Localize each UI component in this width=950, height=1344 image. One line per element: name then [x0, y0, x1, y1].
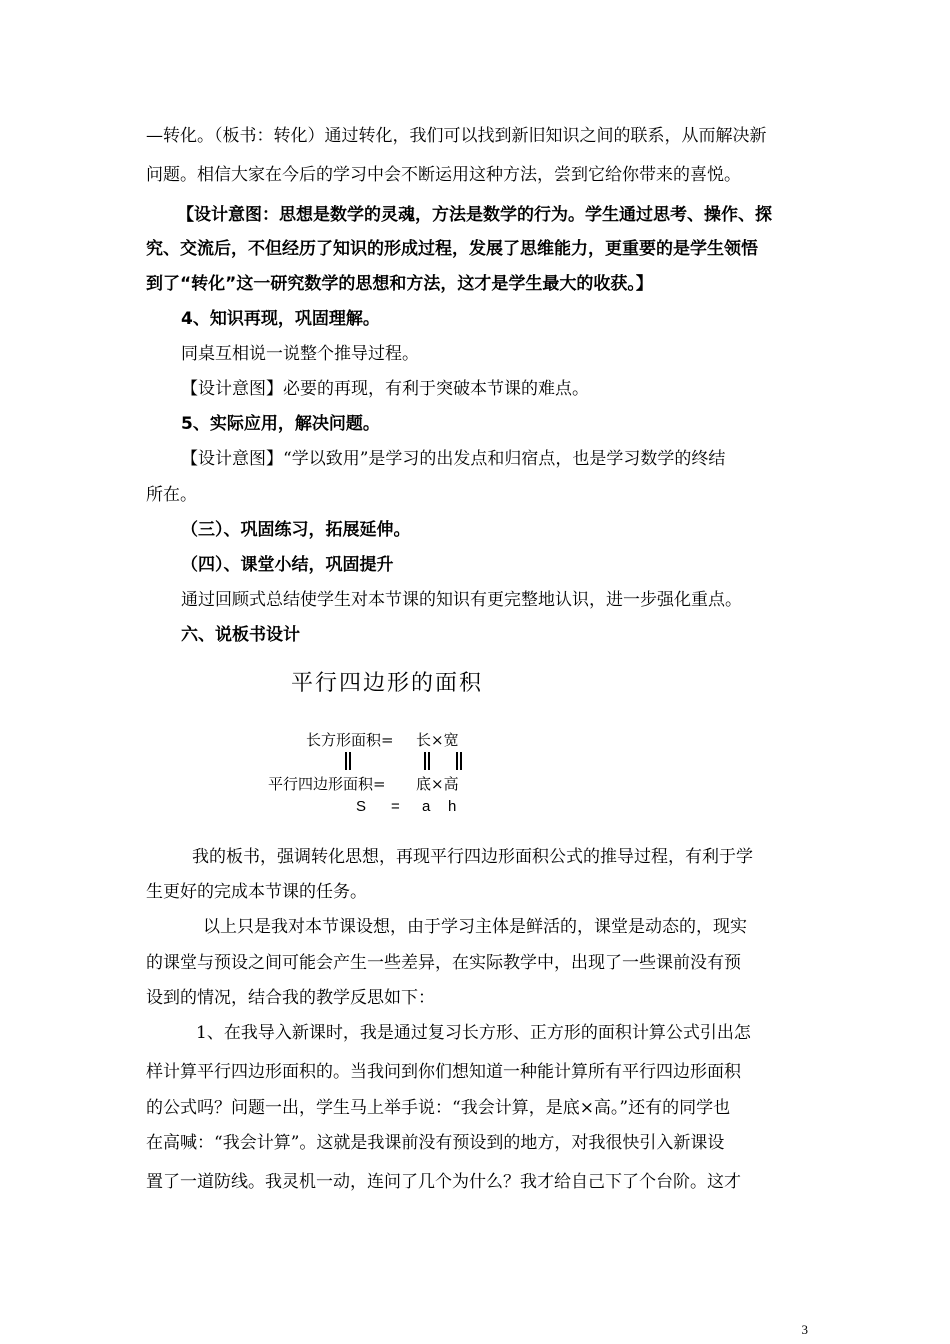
text-line: 的公式吗？问题一出，学生马上举手说：“我会计算，是底×高。”还有的同学也	[146, 1098, 731, 1118]
text-line: 我的板书，强调转化思想，再现平行四边形面积公式的推导过程，有利于学	[192, 847, 753, 867]
para-area-label: 平行四边形面积=	[268, 775, 386, 793]
text-line: 在高喊：“我会计算”。这就是我课前没有预设到的地方，对我很快引入新课设	[146, 1133, 725, 1153]
page-number: 3	[801, 1322, 808, 1337]
section-heading: 5、实际应用，解决问题。	[181, 414, 380, 434]
design-intent-line: 【设计意图】“学以致用”是学习的出发点和归宿点，也是学习数学的终结	[181, 449, 726, 469]
design-intent-line: 究、交流后，不但经历了知识的形成过程，发展了思维能力，更重要的是学生领悟	[146, 239, 758, 259]
board-title: 平行四边形的面积	[291, 671, 484, 696]
design-intent-line: 【设计意图】必要的再现，有利于突破本节课的难点。	[181, 379, 589, 399]
text-line: 所在。	[146, 485, 197, 505]
formula-symbol: a	[422, 798, 431, 815]
rect-area-formula: 长×宽	[416, 731, 459, 749]
equal-bar	[428, 752, 430, 770]
text-line: 同桌互相说一说整个推导过程。	[181, 344, 419, 364]
equal-bar	[460, 752, 462, 770]
rect-area-label: 长方形面积=	[306, 731, 394, 749]
equal-bar	[456, 752, 458, 770]
formula-symbol: S	[356, 798, 367, 815]
text-line: 置了一道防线。我灵机一动，连问了几个为什么？我才给自己下了个台阶。这才	[146, 1172, 741, 1192]
section-heading: （三）、巩固练习，拓展延伸。	[181, 520, 411, 540]
text-line: —转化。（板书：转化）通过转化，我们可以找到新旧知识之间的联系，从而解决新	[146, 126, 767, 146]
design-intent-line: 【设计意图：思想是数学的灵魂，方法是数学的行为。学生通过思考、操作、探	[177, 205, 772, 225]
text-line: 1、在我导入新课时，我是通过复习长方形、正方形的面积计算公式引出怎	[196, 1023, 751, 1043]
text-line: 生更好的完成本节课的任务。	[146, 882, 367, 902]
equal-bar	[424, 752, 426, 770]
formula-symbol: =	[391, 798, 400, 815]
text-line: 通过回顾式总结使学生对本节课的知识有更完整地认识，进一步强化重点。	[181, 590, 742, 610]
text-line: 以上只是我对本节课设想，由于学习主体是鲜活的，课堂是动态的，现实	[203, 917, 747, 937]
text-line: 的课堂与预设之间可能会产生一些差异，在实际教学中，出现了一些课前没有预	[146, 953, 741, 973]
para-area-formula: 底×高	[416, 775, 459, 793]
formula-symbol: h	[448, 798, 457, 815]
text-line: 设到的情况，结合我的教学反思如下：	[146, 988, 435, 1008]
section-heading: 六、说板书设计	[181, 625, 300, 645]
text-line: 问题。相信大家在今后的学习中会不断运用这种方法，尝到它给你带来的喜悦。	[146, 165, 741, 185]
section-heading: （四）、课堂小结，巩固提升	[181, 555, 394, 575]
equal-bar	[349, 752, 351, 770]
section-heading: 4、知识再现，巩固理解。	[181, 309, 380, 329]
equal-bar	[345, 752, 347, 770]
design-intent-line: 到了“转化”这一研究数学的思想和方法，这才是学生最大的收获。】	[146, 274, 653, 294]
text-line: 样计算平行四边形面积的。当我问到你们想知道一种能计算所有平行四边形面积	[146, 1062, 741, 1082]
